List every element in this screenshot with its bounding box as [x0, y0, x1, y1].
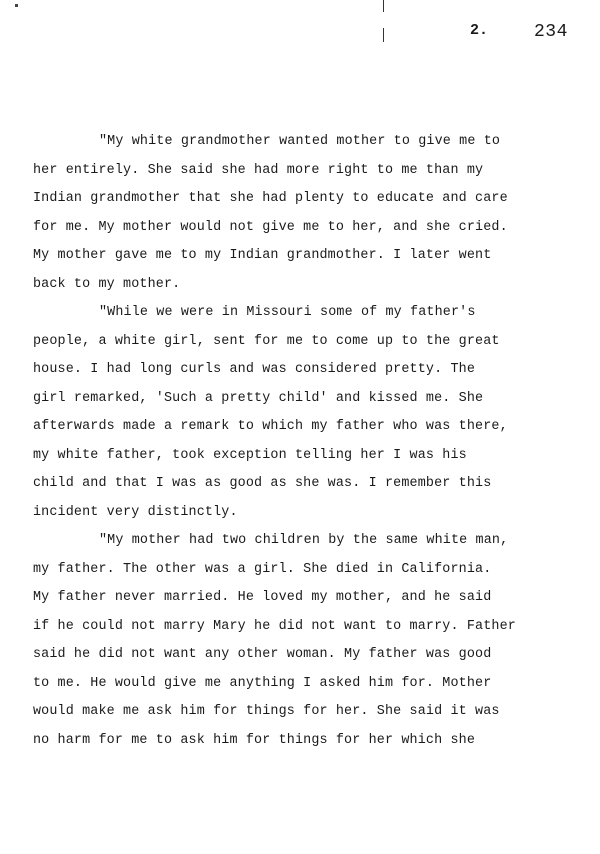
text-line: to me. He would give me anything I asked him for. Mother [33, 675, 492, 691]
page-folio-number: 234 [534, 22, 568, 42]
text-line: child and that I was as good as she was. I remember this [33, 476, 492, 491]
text-line: said he did not want any other woman. My father was good [33, 647, 492, 662]
margin-mark [383, 0, 384, 12]
text-line: if he could not marry Mary he did not want to marry. Father [33, 618, 516, 634]
text-line: Indian grandmother that she had plenty to educate and care [33, 191, 508, 206]
text-line: her entirely. She said she had more right to me than my [33, 162, 484, 178]
text-line: for me. My mother would not give me to her, and she cried. [33, 219, 508, 235]
text-line: "My mother had two children by the same white man, [99, 533, 509, 548]
text-line: incident very distinctly. [33, 504, 238, 520]
text-line: my white father, took exception telling her I was his [33, 447, 467, 463]
text-line: house. I had long curls and was considered pretty. The [33, 362, 476, 377]
text-line: My mother gave me to my Indian grandmother. I later went [33, 248, 492, 263]
paragraph [33, 527, 553, 755]
text-line: afterwards made a remark to which my father who was there, [33, 419, 508, 434]
text-line: "My white grandmother wanted mother to give me to [99, 134, 501, 149]
text-line: people, a white girl, sent for me to come up to the great [33, 333, 500, 349]
text-line: My father never married. He loved my mother, and he said [33, 590, 492, 605]
text-line: girl remarked, 'Such a pretty child' and kissed me. She [33, 390, 484, 406]
margin-mark [383, 28, 384, 42]
corner-mark [15, 4, 18, 7]
text-line: no harm for me to ask him for things for her which she [33, 732, 476, 748]
text-line: back to my mother. [33, 276, 181, 292]
text-line: would make me ask him for things for her. She said it was [33, 704, 500, 719]
paragraph [33, 128, 553, 299]
text-line: my father. The other was a girl. She died in California. [33, 561, 492, 577]
page-sequence-number: 2. [470, 22, 489, 39]
document-body [33, 128, 553, 755]
text-line: "While we were in Missouri some of my father's [99, 305, 476, 320]
paragraph [33, 299, 553, 527]
